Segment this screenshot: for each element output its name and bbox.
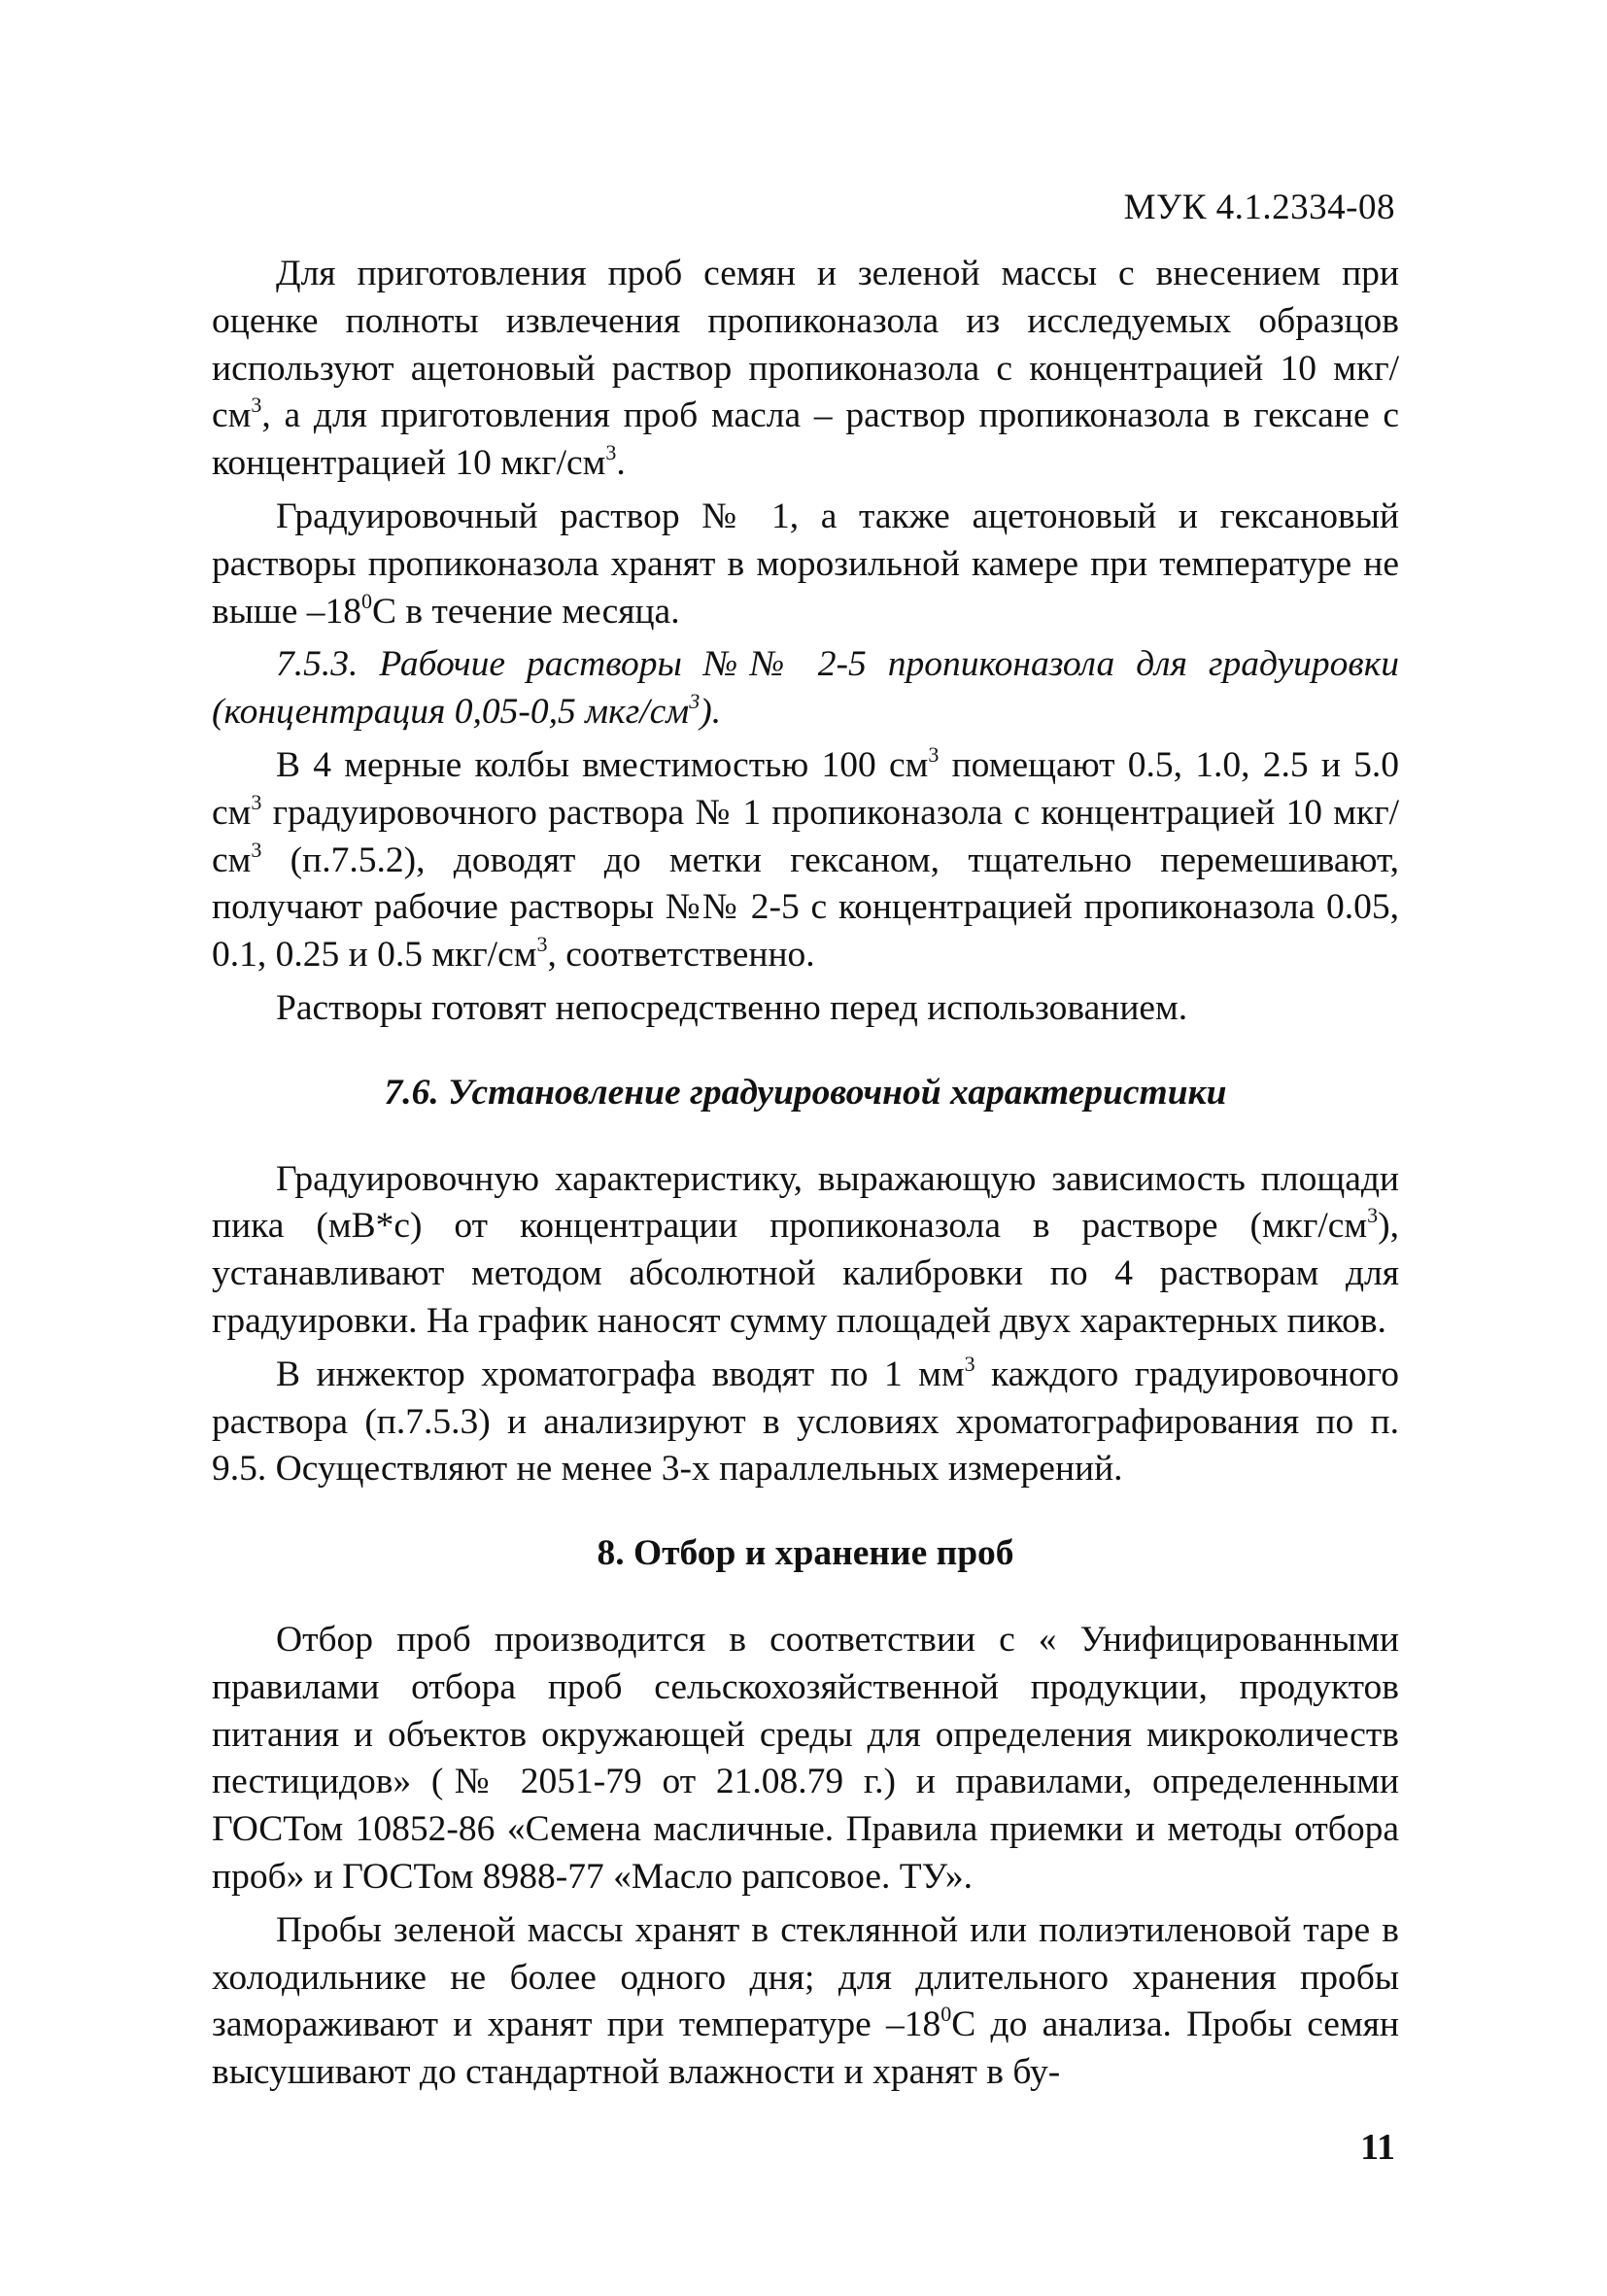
section-heading-8: 8. Отбор и хранение проб	[597, 1533, 1014, 1574]
paragraph-injector: В инжектор хроматографа вводят по 1 $мм^3$ каждого градуировочного раствора (п.7.5.3) и анализируют в условиях хроматографирования по п. 9.5. Осуществляют не менее 3-х параллельных измерений.	[212, 1351, 1399, 1490]
section-heading-7-6: 7.6. Установление градуировочной характеристики	[384, 1072, 1227, 1113]
page-number: 11	[1360, 2127, 1395, 2168]
paragraph-sampling: Отбор проб производится в соответствии с « Унифицированными правилами отбора проб сельскохозяйственной продукции, продуктов питания и объектов окружающей среды для определения микроколичеств пестицидов» (№ 2051-79 от 21.08.79 г.) и правилами, определенными ГОСТом 10852-86 «Семена масличные. Правила приемки и методы отбора проб» и ГОСТом 8988-77 «Масло рапсовое. ТУ».	[212, 1619, 1399, 1897]
paragraph-prepare-before-use: Растворы готовят непосредственно перед использованием.	[276, 987, 1188, 1028]
document-body	[212, 251, 1399, 2103]
subsection-7-5-3-title: 7.5.3. Рабочие растворы №№ 2-5 пропиконазола для градуировки (концентрация 0,05-0,5 мкг/$см^3$).	[212, 644, 1399, 733]
paragraph-solution-storage: Градуировочный раствор № 1, а также ацетоновый и гексановый растворы пропиконазола хранят в морозильной камере при температуре не выше $-18^0С$ в течение месяца.	[212, 496, 1399, 632]
document-code: МУК 4.1.2334-08	[1123, 188, 1395, 227]
paragraph-working-solutions: В 4 мерные колбы вместимостью 100 $см^3$ помещают 0.5, 1.0, 2.5 и 5.0 $см^3$ градуировочного раствора № 1 пропиконазола с концентрацией 10 мкг/$см^3$ (п.7.5.2), доводят до метки гексаном, тщательно перемешивают, получают рабочие растворы №№ 2-5 с концентрацией пропиконазола 0.05, 0.1, 0.25 и 0.5 мкг/$см^3$, соответственно.	[212, 741, 1399, 976]
paragraph-calibration-characteristic: Градуировочную характеристику, выражающую зависимость площади пика (мВ*с) от концентрации пропиконазола в растворе $(мкг/см^3)$, устанавливают методом абсолютной калибровки по 4 растворам для градуировки. На график наносят сумму площадей двух характерных пиков.	[212, 1158, 1399, 1341]
paragraph-sample-storage: Пробы зеленой массы хранят в стеклянной или полиэтиленовой таре в холодильнике не более одного дня; для длительного хранения пробы замораживают и хранят при температуре $-18^0С$ до анализа. Пробы семян высушивают до стандартной влажности и хранят в бу-	[212, 1909, 1399, 2093]
paragraph-sample-preparation: Для приготовления проб семян и зеленой массы с внесением при оценке полноты извлечения пропиконазола из исследуемых образцов используют ацетоновый раствор пропиконазола с концентрацией 10 мкг/$см^3$, а для приготовления проб масла – раствор пропиконазола в гексане с концентрацией 10 мкг/$см^3$.	[212, 254, 1399, 484]
